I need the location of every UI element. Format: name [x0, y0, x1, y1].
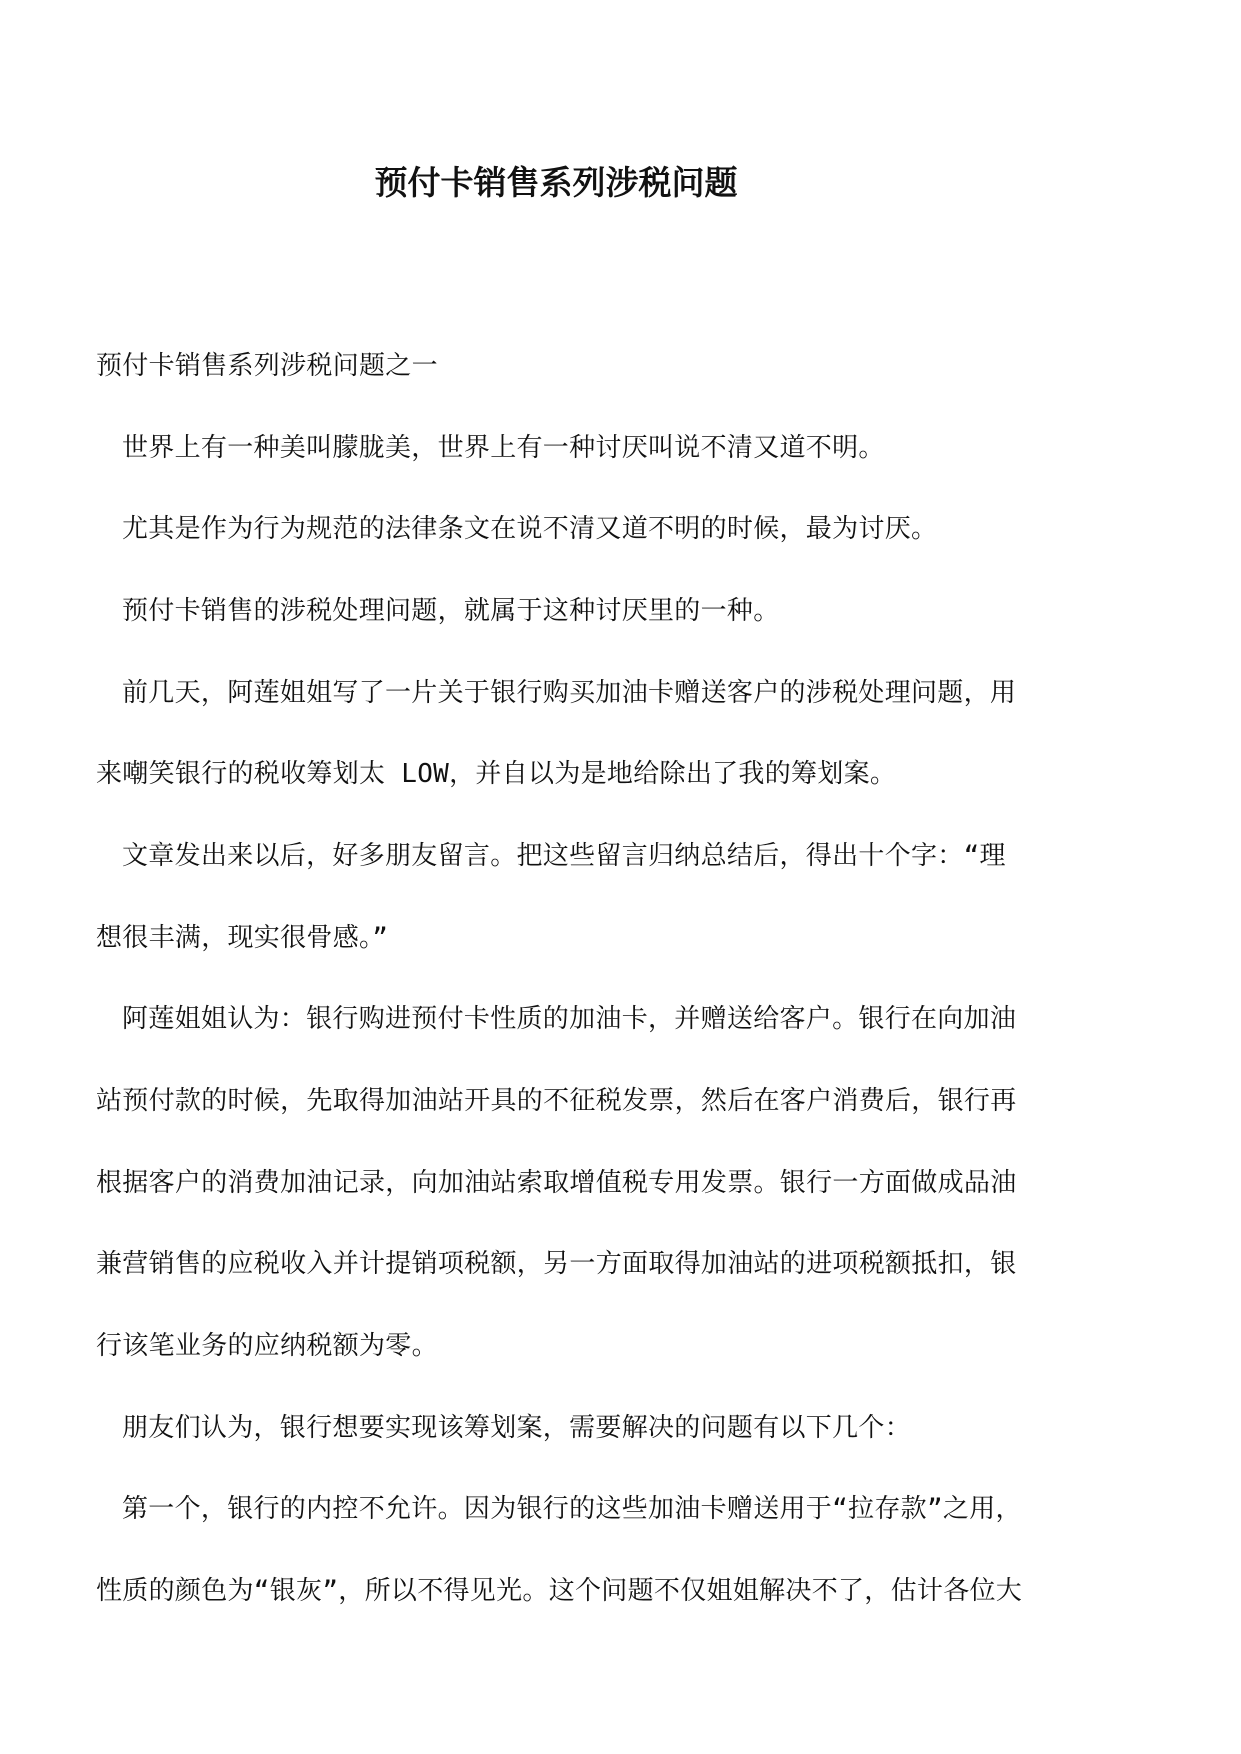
paragraph — [96, 571, 1036, 653]
paragraph — [96, 489, 1036, 571]
paragraph — [96, 816, 1036, 979]
paragraph — [96, 408, 1036, 490]
paragraph-line: 性质的颜色为“银灰”，所以不得见光。这个问题不仅姐姐解决不了，估计各位大 — [96, 1575, 1023, 1606]
paragraph-line: 朋友们认为，银行想要实现该筹划案，需要解决的问题有以下几个： — [122, 1412, 912, 1443]
paragraph — [96, 1469, 1036, 1632]
section-subtitle: 预付卡销售系列涉税问题之一 — [96, 351, 438, 381]
document-body — [96, 326, 1036, 1633]
paragraph-line: 来嘲笑银行的税收筹划太 LOW，并自以为是地给除出了我的筹划案。 — [96, 759, 897, 790]
paragraph-line: 想很丰满，现实很骨感。” — [96, 922, 389, 953]
paragraph-line: 预付卡销售的涉税处理问题，就属于这种讨厌里的一种。 — [122, 595, 780, 626]
paragraph-line: 文章发出来以后，好多朋友留言。把这些留言归纳总结后，得出十个字：“理 — [122, 840, 1006, 871]
paragraph — [96, 653, 1036, 816]
paragraph-line: 行该笔业务的应纳税额为零。 — [96, 1330, 438, 1361]
paragraph-line: 尤其是作为行为规范的法律条文在说不清又道不明的时候，最为讨厌。 — [122, 514, 938, 545]
document-title: 预付卡销售系列涉税问题 — [374, 163, 738, 202]
paragraph-line: 站预付款的时候，先取得加油站开具的不征税发票，然后在客户消费后，银行再 — [96, 1085, 1017, 1116]
paragraph-line: 根据客户的消费加油记录，向加油站索取增值税专用发票。银行一方面做成品油 — [96, 1167, 1017, 1198]
paragraph — [96, 1388, 1036, 1470]
paragraph-line: 世界上有一种美叫朦胧美，世界上有一种讨厌叫说不清又道不明。 — [122, 432, 885, 463]
paragraph-line: 兼营销售的应税收入并计提销项税额，另一方面取得加油站的进项税额抵扣，银 — [96, 1249, 1017, 1280]
paragraph — [96, 979, 1036, 1387]
paragraph-line: 阿莲姐姐认为：银行购进预付卡性质的加油卡，并赠送给客户。银行在向加油 — [122, 1004, 1017, 1035]
paragraph-line: 前几天，阿莲姐姐写了一片关于银行购买加油卡赠送客户的涉税处理问题，用 — [122, 677, 1017, 708]
paragraph-line: 第一个，银行的内控不允许。因为银行的这些加油卡赠送用于“拉存款”之用， — [122, 1494, 1022, 1525]
